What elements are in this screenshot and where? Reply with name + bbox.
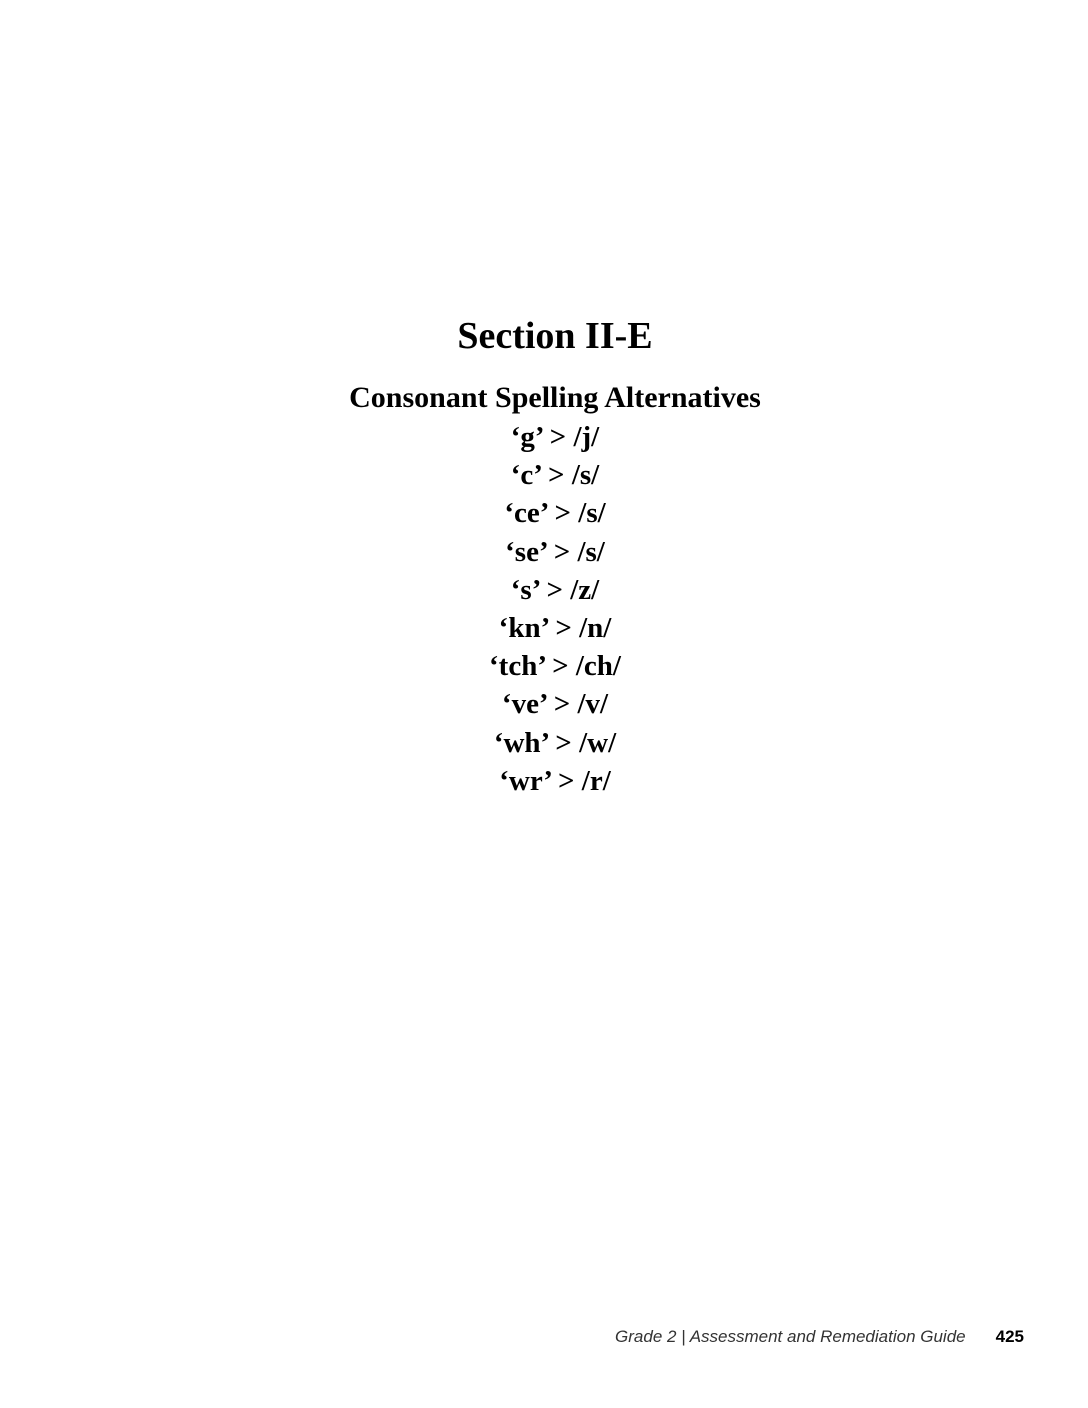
list-item: ‘s’ > /z/	[510, 573, 600, 606]
list-item: ‘wr’ > /r/	[499, 764, 611, 797]
list-item: ‘g’ > /j/	[510, 421, 600, 453]
list-item: ‘tch’ > /ch/	[489, 650, 621, 683]
page-footer	[615, 1326, 1024, 1348]
section-title: Section II-E	[457, 315, 653, 357]
list-item: ‘c’ > /s/	[510, 459, 600, 492]
list-item: ‘se’ > /s/	[505, 535, 605, 568]
list-item: ‘ve’ > /v/	[501, 688, 609, 721]
list-item: ‘ce’ > /s/	[504, 497, 606, 530]
page-number: 425	[995, 1327, 1024, 1346]
footer-guide-title: Grade 2 | Assessment and Remediation Guide	[615, 1327, 966, 1346]
list-item: ‘kn’ > /n/	[498, 611, 612, 644]
section-subtitle: Consonant Spelling Alternatives	[349, 381, 761, 414]
spelling-alternatives-list	[0, 418, 1088, 800]
list-item: ‘wh’ > /w/	[493, 726, 617, 759]
